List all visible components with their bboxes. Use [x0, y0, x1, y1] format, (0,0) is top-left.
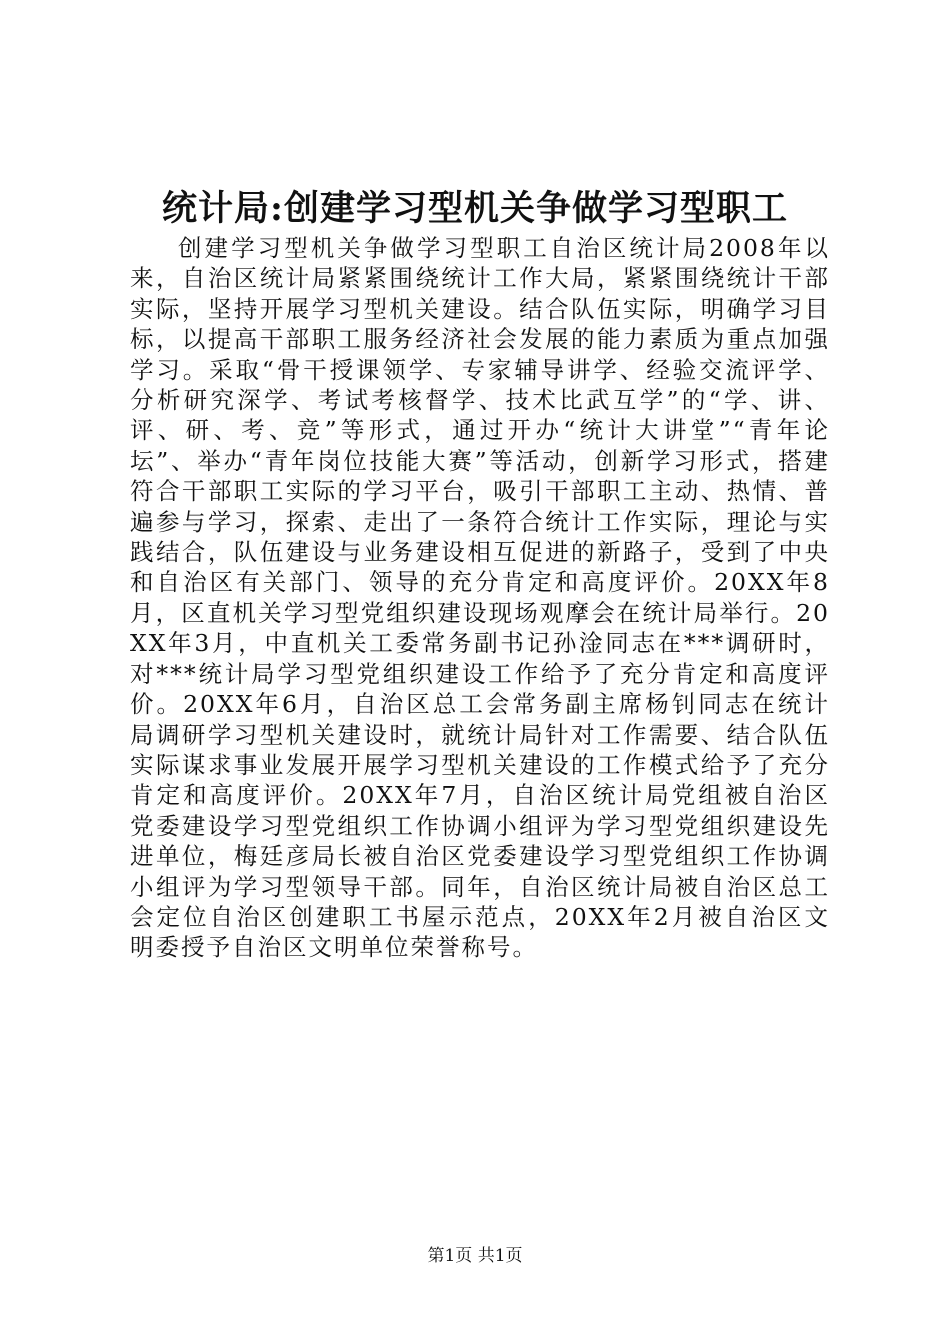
- document-title: 统计局:创建学习型机关争做学习型职工: [162, 188, 788, 229]
- document-body-paragraph: 创建学习型机关争做学习型职工自治区统计局2008年以来，自治区统计局紧紧围绕统计工作大局，紧紧围绕统计干部实际，坚持开展学习型机关建设。结合队伍实际，明确学习目标，以提高干部职工服务经济社会发展的能力素质为重点加强学习。采取“骨干授课领学、专家辅导讲学、经验交流评学、分析研究深学、考试考核督学、技术比武互学”的“学、讲、评、研、考、竞”等形式，通过开办“统计大讲堂”“青年论坛”、举办“青年岗位技能大赛”等活动，创新学习形式，搭建符合干部职工实际的学习平台，吸引干部职工主动、热情、普遍参与学习，探索、走出了一条符合统计工作实际，理论与实践结合，队伍建设与业务建设相互促进的新路子，受到了中央和自治区有关部门、领导的充分肯定和高度评价。20XX年8月，区直机关学习型党组织建设现场观摩会在统计局举行。20XX年3月，中直机关工委常务副书记孙淦同志在***调研时，对***统计局学习型党组织建设工作给予了充分肯定和高度评价。20XX年6月，自治区总工会常务副主席杨钊同志在统计局调研学习型机关建设时，就统计局针对工作需要、结合队伍实际谋求事业发展开展学习型机关建设的工作模式给予了充分肯定和高度评价。20XX年7月，自治区统计局党组被自治区党委建设学习型党组织工作协调小组评为学习型党组织建设先进单位，梅廷彦局长被自治区党委建设学习型党组织工作协调小组评为学习型领导干部。同年，自治区统计局被自治区总工会定位自治区创建职工书屋示范点，20XX年2月被自治区文明委授予自治区文明单位荣誉称号。: [130, 234, 830, 962]
- page-number-footer: 第1页 共1页: [427, 1246, 523, 1266]
